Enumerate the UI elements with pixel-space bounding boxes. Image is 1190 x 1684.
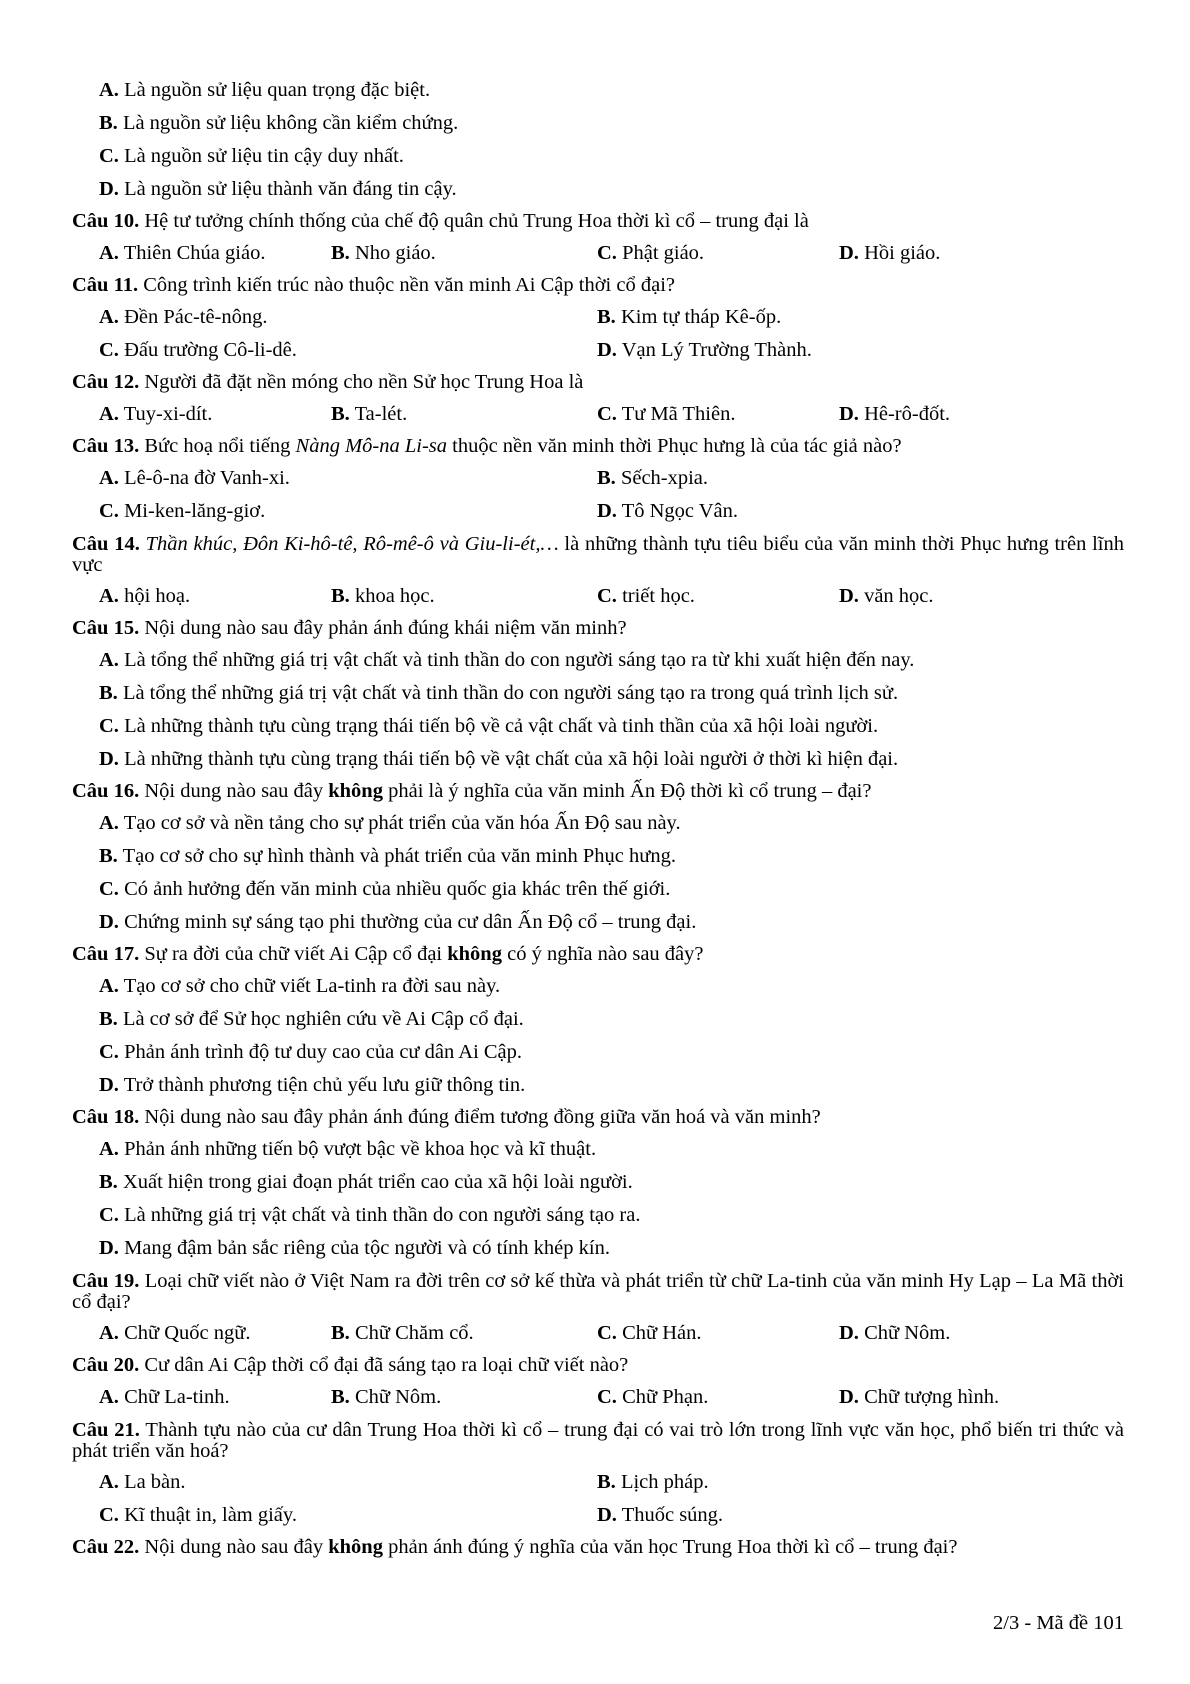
option-d — [72, 1232, 1124, 1265]
question-16 — [72, 776, 1124, 807]
option-text: Chữ Hán. — [616, 1322, 702, 1344]
option-text: Thuốc súng. — [616, 1504, 724, 1526]
option-text: triết học. — [616, 585, 695, 607]
option-letter: B. — [99, 682, 118, 704]
question-number: Câu 10. — [72, 210, 140, 232]
exam-page — [72, 74, 1124, 1563]
question-number: Câu 12. — [72, 371, 140, 393]
question-text: phản ánh đúng ý nghĩa của văn học Trung Hoa thời kì cổ – trung đại? — [382, 1536, 958, 1558]
option-letter: D. — [99, 911, 119, 933]
option-b — [72, 1166, 1124, 1199]
option-text: Có ảnh hưởng đến văn minh của nhiều quốc gia khác trên thế giới. — [118, 878, 671, 900]
question-number: Câu 11. — [72, 274, 139, 296]
option-letter: D. — [839, 585, 859, 607]
question-text: Nội dung nào sau đây phản ánh đúng khái niệm văn minh? — [139, 617, 627, 639]
option-text: Là nguồn sử liệu thành văn đáng tin cậy. — [124, 178, 457, 200]
question-number: Câu 22. — [72, 1536, 140, 1558]
option-text: Kim tự tháp Kê-ốp. — [615, 306, 782, 328]
artwork-title: Nàng Mô-na Li-sa — [295, 435, 447, 457]
work-titles: Thần khúc, Đôn Ki-hô-tê, Rô-mê-ô và Giu-li-ét,… — [139, 533, 559, 555]
option-text: Lịch pháp. — [615, 1471, 709, 1493]
question-number: Câu 14. — [72, 533, 140, 555]
option-line — [72, 74, 1124, 107]
option-letter: C. — [99, 339, 119, 361]
option-b — [72, 1003, 1124, 1036]
question-number: Câu 17. — [72, 943, 140, 965]
option-text: Mi-ken-lăng-giơ. — [118, 500, 266, 522]
option-letter: C. — [597, 403, 617, 425]
question-text: Nội dung nào sau đây — [139, 780, 329, 802]
option-a — [99, 462, 597, 495]
option-text: Phản ánh trình độ tư duy cao của cư dân Ai Cập. — [118, 1041, 523, 1063]
option-letter: A. — [99, 585, 119, 607]
option-text: Là những giá trị vật chất và tinh thần do con người sáng tạo ra. — [118, 1204, 641, 1226]
option-letter: B. — [331, 585, 350, 607]
option-text: Sếch-xpia. — [615, 467, 709, 489]
option-b — [331, 580, 597, 613]
option-text: Đấu trường Cô-li-dê. — [118, 339, 297, 361]
question-text: Sự ra đời của chữ viết Ai Cập cổ đại — [139, 943, 448, 965]
option-text: Là những thành tựu cùng trạng thái tiến bộ về cả vật chất và tinh thần của xã hội loài người. — [118, 715, 879, 737]
option-letter: C. — [99, 1041, 119, 1063]
option-text: Tạo cơ sở cho sự hình thành và phát triển của văn minh Phục hưng. — [117, 845, 677, 867]
option-letter: B. — [331, 1322, 350, 1344]
option-text: hội hoạ. — [118, 585, 191, 607]
option-letter: D. — [597, 1504, 617, 1526]
option-letter: B. — [597, 1471, 616, 1493]
question-19 — [72, 1265, 1124, 1317]
option-letter: A. — [99, 812, 119, 834]
option-letter: C. — [597, 585, 617, 607]
option-letter: C. — [99, 1504, 119, 1526]
option-a — [99, 301, 597, 334]
question-21 — [72, 1414, 1124, 1466]
option-text: Là nguồn sử liệu không cần kiểm chứng. — [122, 112, 459, 134]
negation-word: không — [328, 1536, 383, 1558]
question-text: Người đã đặt nền móng cho nền Sử học Trung Hoa là — [139, 371, 584, 393]
question-text: có ý nghĩa nào sau đây? — [501, 943, 704, 965]
option-text: Tư Mã Thiên. — [616, 403, 736, 425]
option-b — [331, 398, 597, 431]
option-text: La bàn. — [118, 1471, 186, 1493]
option-text: Lê-ô-na đờ Vanh-xi. — [118, 467, 290, 489]
option-letter: A. — [99, 467, 119, 489]
options-row — [72, 495, 1124, 528]
question-18 — [72, 1102, 1124, 1133]
option-c — [72, 873, 1124, 906]
option-letter: B. — [99, 112, 118, 134]
negation-word: không — [328, 780, 383, 802]
option-d — [839, 1381, 999, 1414]
option-letter: A. — [99, 975, 119, 997]
option-c — [597, 237, 839, 270]
option-d — [839, 1317, 950, 1350]
option-text: Xuất hiện trong giai đoạn phát triển cao của xã hội loài người. — [117, 1171, 633, 1193]
option-text: Tô Ngọc Vân. — [616, 500, 739, 522]
option-b — [72, 677, 1124, 710]
question-13 — [72, 431, 1124, 462]
option-text: Chữ Phạn. — [616, 1386, 709, 1408]
option-text: Phật giáo. — [616, 242, 705, 264]
option-text: Đền Pác-tê-nông. — [118, 306, 268, 328]
option-text: Là tổng thể những giá trị vật chất và tinh thần do con người sáng tạo ra trong quá trình lịch sử. — [117, 682, 899, 704]
options-row — [72, 398, 1124, 431]
option-text: Tuy-xi-dít. — [118, 403, 213, 425]
question-text: Nội dung nào sau đây phản ánh đúng điểm tương đồng giữa văn hoá và văn minh? — [139, 1106, 821, 1128]
option-letter: C. — [99, 500, 119, 522]
option-text: Chữ tượng hình. — [858, 1386, 1000, 1408]
question-text: Nội dung nào sau đây — [139, 1536, 329, 1558]
question-20 — [72, 1350, 1124, 1381]
option-a — [72, 807, 1124, 840]
option-a — [99, 1381, 331, 1414]
options-row — [72, 1466, 1124, 1499]
option-c — [597, 1381, 839, 1414]
option-b — [331, 1317, 597, 1350]
question-text: Bức hoạ nổi tiếng — [139, 435, 296, 457]
option-text: Tạo cơ sở và nền tảng cho sự phát triển của văn hóa Ấn Độ sau này. — [118, 812, 681, 834]
option-letter: B. — [331, 242, 350, 264]
question-15 — [72, 613, 1124, 644]
option-letter: A. — [99, 1471, 119, 1493]
option-text: Chữ Nôm. — [349, 1386, 442, 1408]
option-b — [597, 301, 781, 334]
option-text: Vạn Lý Trường Thành. — [616, 339, 812, 361]
option-c — [99, 495, 597, 528]
question-text: Loại chữ viết nào ở Việt Nam ra đời trên cơ sở kế thừa và phát triển từ chữ La-tinh của văn minh Hy Lạp – La Mã thời cổ đại? — [72, 1270, 1124, 1313]
option-letter: D. — [839, 242, 859, 264]
question-14 — [72, 528, 1124, 580]
option-a — [99, 580, 331, 613]
option-a — [99, 398, 331, 431]
option-c — [72, 710, 1124, 743]
option-text: Nho giáo. — [349, 242, 436, 264]
option-d — [839, 580, 934, 613]
option-letter: A. — [99, 1322, 119, 1344]
option-text: Là cơ sở để Sử học nghiên cứu về Ai Cập cổ đại. — [117, 1008, 524, 1030]
option-text: Tạo cơ sở cho chữ viết La-tinh ra đời sau này. — [118, 975, 501, 997]
option-letter: D. — [839, 1322, 859, 1344]
question-number: Câu 20. — [72, 1354, 140, 1376]
option-b — [597, 1466, 709, 1499]
options-row — [72, 1499, 1124, 1532]
option-text: Chữ La-tinh. — [118, 1386, 230, 1408]
option-a — [99, 1317, 331, 1350]
option-text: Chữ Chăm cổ. — [349, 1322, 474, 1344]
option-c — [597, 1317, 839, 1350]
option-letter: A. — [99, 1138, 119, 1160]
option-a — [99, 1466, 597, 1499]
option-letter: A. — [99, 79, 119, 101]
options-row — [72, 1381, 1124, 1414]
option-letter: A. — [99, 649, 119, 671]
option-d — [72, 743, 1124, 776]
option-text: Kĩ thuật in, làm giấy. — [118, 1504, 297, 1526]
option-letter: B. — [99, 845, 118, 867]
option-letter: D. — [99, 1074, 119, 1096]
option-a — [99, 237, 331, 270]
option-c — [99, 1499, 597, 1532]
option-d — [597, 1499, 723, 1532]
option-text: Chữ Nôm. — [858, 1322, 951, 1344]
option-letter: A. — [99, 306, 119, 328]
option-d — [597, 495, 738, 528]
option-c — [597, 580, 839, 613]
option-letter: B. — [597, 467, 616, 489]
option-d — [839, 237, 940, 270]
question-11 — [72, 270, 1124, 301]
options-row — [72, 237, 1124, 270]
option-text: văn học. — [858, 585, 934, 607]
option-text: Là nguồn sử liệu tin cậy duy nhất. — [124, 145, 404, 167]
option-line — [72, 140, 1124, 173]
option-b — [331, 237, 597, 270]
option-a — [72, 970, 1124, 1003]
question-text: thuộc nền văn minh thời Phục hưng là của tác giả nào? — [447, 435, 902, 457]
option-letter: C. — [99, 715, 119, 737]
option-letter: B. — [99, 1171, 118, 1193]
option-text: Hê-rô-đốt. — [858, 403, 951, 425]
options-row — [72, 1317, 1124, 1350]
option-text: Là những thành tựu cùng trạng thái tiến bộ về vật chất của xã hội loài người ở thời kì hiện đại. — [118, 748, 899, 770]
option-letter: D. — [99, 178, 119, 200]
question-12 — [72, 367, 1124, 398]
question-text: là những thành tựu tiêu biểu của văn minh thời Phục hưng trên lĩnh vực — [72, 533, 1125, 576]
option-letter: D. — [99, 1237, 119, 1259]
option-text: Là nguồn sử liệu quan trọng đặc biệt. — [124, 79, 431, 101]
options-row — [72, 580, 1124, 613]
option-letter: C. — [99, 145, 119, 167]
option-d — [72, 906, 1124, 939]
option-text: Chứng minh sự sáng tạo phi thường của cư dân Ấn Độ cổ – trung đại. — [118, 911, 697, 933]
option-letter: C. — [597, 1322, 617, 1344]
option-letter: D. — [597, 500, 617, 522]
option-b — [331, 1381, 597, 1414]
option-letter: A. — [99, 1386, 119, 1408]
option-letter: C. — [99, 878, 119, 900]
options-row — [72, 334, 1124, 367]
option-letter: D. — [839, 403, 859, 425]
question-number: Câu 18. — [72, 1106, 140, 1128]
option-d — [597, 334, 812, 367]
option-letter: B. — [597, 306, 616, 328]
negation-word: không — [447, 943, 502, 965]
option-text: khoa học. — [349, 585, 435, 607]
option-c — [72, 1036, 1124, 1069]
option-letter: C. — [99, 1204, 119, 1226]
option-text: Mang đậm bản sắc riêng của tộc người và có tính khép kín. — [118, 1237, 610, 1259]
option-letter: B. — [331, 403, 350, 425]
option-c — [99, 334, 597, 367]
question-number: Câu 13. — [72, 435, 140, 457]
option-text: Trở thành phương tiện chủ yếu lưu giữ thông tin. — [118, 1074, 526, 1096]
option-letter: C. — [597, 242, 617, 264]
question-text: Hệ tư tưởng chính thống của chế độ quân chủ Trung Hoa thời kì cổ – trung đại là — [139, 210, 809, 232]
page-footer: 2/3 - Mã đề 101 — [993, 1612, 1124, 1634]
option-c — [72, 1199, 1124, 1232]
option-a — [72, 1133, 1124, 1166]
options-row — [72, 462, 1124, 495]
option-text: Hồi giáo. — [858, 242, 941, 264]
question-17 — [72, 939, 1124, 970]
option-d — [839, 398, 950, 431]
question-number: Câu 15. — [72, 617, 140, 639]
option-a — [72, 644, 1124, 677]
option-letter: B. — [331, 1386, 350, 1408]
option-letter: D. — [839, 1386, 859, 1408]
question-10 — [72, 206, 1124, 237]
question-number: Câu 16. — [72, 780, 140, 802]
option-letter: D. — [597, 339, 617, 361]
option-line — [72, 173, 1124, 206]
option-letter: A. — [99, 403, 119, 425]
option-text: Phản ánh những tiến bộ vượt bậc về khoa học và kĩ thuật. — [118, 1138, 597, 1160]
question-22 — [72, 1532, 1124, 1563]
option-c — [597, 398, 839, 431]
option-letter: A. — [99, 242, 119, 264]
option-letter: B. — [99, 1008, 118, 1030]
option-letter: D. — [99, 748, 119, 770]
option-text: Là tổng thể những giá trị vật chất và tinh thần do con người sáng tạo ra từ khi xuất hiện đến nay. — [118, 649, 915, 671]
question-number: Câu 19. — [72, 1270, 140, 1292]
option-letter: C. — [597, 1386, 617, 1408]
option-text: Chữ Quốc ngữ. — [118, 1322, 251, 1344]
question-text: Công trình kiến trúc nào thuộc nền văn minh Ai Cập thời cổ đại? — [138, 274, 675, 296]
question-text: Thành tựu nào của cư dân Trung Hoa thời kì cổ – trung đại có vai trò lớn trong lĩnh vực văn học, phổ biến tri thức và phát triển văn hoá? — [72, 1419, 1124, 1462]
question-text: Cư dân Ai Cập thời cổ đại đã sáng tạo ra loại chữ viết nào? — [139, 1354, 629, 1376]
question-number: Câu 21. — [72, 1419, 140, 1441]
option-text: Thiên Chúa giáo. — [118, 242, 266, 264]
option-line — [72, 107, 1124, 140]
option-b — [597, 462, 708, 495]
option-text: Ta-lét. — [349, 403, 408, 425]
question-text: phải là ý nghĩa của văn minh Ấn Độ thời kì cổ trung – đại? — [382, 780, 872, 802]
option-b — [72, 840, 1124, 873]
options-row — [72, 301, 1124, 334]
option-d — [72, 1069, 1124, 1102]
